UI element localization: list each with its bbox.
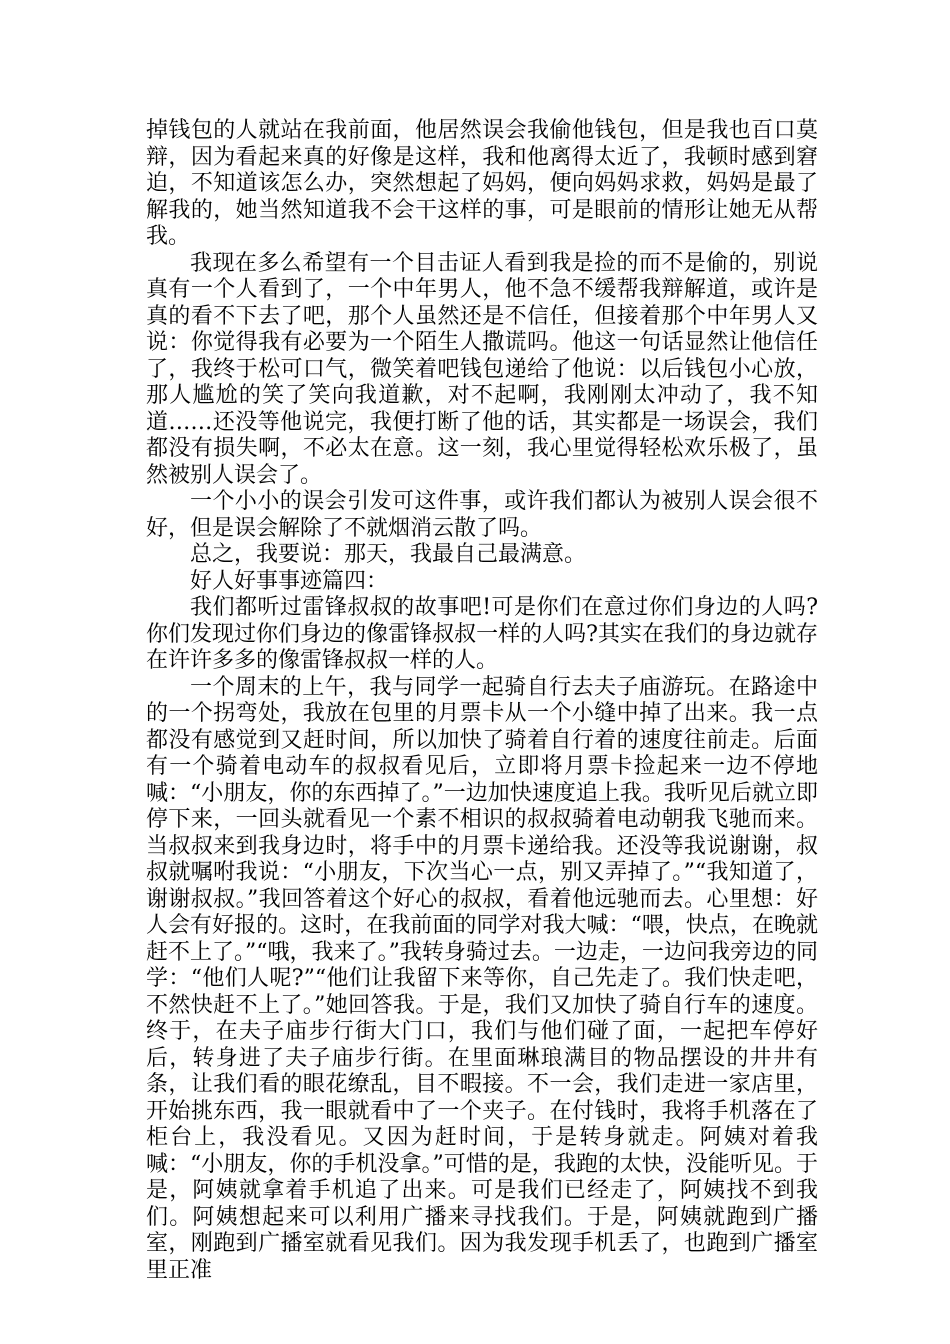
paragraph-6: 我们都听过雷锋叔叔的故事吧!可是你们在意过你们身边的人吗?你们发现过你们身边的像雷锋叔叔一样的人吗?其实在我们的身边就存在许许多多的像雷锋叔叔一样的人。 (146, 595, 818, 673)
paragraph-7: 一个周末的上午，我与同学一起骑自行去夫子庙游玩。在路途中的一个拐弯处，我放在包里的月票卡从一个小缝中掉了出来。我一点都没有感觉到又赶时间，所以加快了骑着自行着的速度往前走。后面有一个骑着电动车的叔叔看见后，立即将月票卡捡起来一边不停地喊：“小朋友，你的东西掉了。”一边加快速度追上我。我听见后就立即停下来，一回头就看见一个素不相识的叔叔骑着电动朝我飞驰而来。当叔叔来到我身边时，将手中的月票卡递给我。还没等我说谢谢，叔叔就嘱咐我说：“小朋友，下次当心一点，别又弄掉了。”“我知道了，谢谢叔叔。”我回答着这个好心的叔叔，看着他远驰而去。心里想：好人会有好报的。这时，在我前面的同学对我大喊：“喂，快点，在晚就赶不上了。”“哦，我来了。”我转身骑过去。一边走，一边问我旁边的同学：“他们人呢?”“他们让我留下来等你，自己先走了。我们快走吧，不然快赶不上了。”她回答我。于是，我们又加快了骑自行车的速度。终于，在夫子庙步行街大门口，我们与他们碰了面，一起把车停好后，转身进了夫子庙步行街。在里面琳琅满目的物品摆设的井井有条，让我们看的眼花缭乱，目不暇接。不一会，我们走进一家店里，开始挑东西，我一眼就看中了一个夹子。在付钱时，我将手机落在了柜台上，我没看见。又因为赶时间，于是转身就走。阿姨对着我喊：“小朋友，你的手机没拿。”可惜的是，我跑的太快，没能听见。于是，阿姨就拿着手机追了出来。可是我们已经走了，阿姨找不到我们。阿姨想起来可以利用广播来寻找我们。于是，阿姨就跑到广播室，刚跑到广播室就看见我们。因为我发现手机丢了，也跑到广播室里正准 (146, 674, 818, 1283)
section-heading: 好人好事事迹篇四： (190, 568, 389, 594)
document-page (146, 118, 818, 1284)
paragraph-1: 掉钱包的人就站在我前面，他居然误会我偷他钱包，但是我也百口莫辩，因为看起来真的好像是这样，我和他离得太近了，我顿时感到窘迫，不知道该怎么办，突然想起了妈妈，便向妈妈求救，妈妈是最了解我的，她当然知道我不会干这样的事，可是眼前的情形让她无从帮我。 (146, 118, 818, 249)
paragraph-2: 我现在多么希望有一个目击证人看到我是捡的而不是偷的，别说真有一个人看到了，一个中年男人，他不急不缓帮我辩解道，或许是真的看不下去了吧，那个人虽然还是不信任，但接着那个中年男人又说：你觉得我有必要为一个陌生人撒谎吗。他这一句话显然让他信任了，我终于松可口气，微笑着吧钱包递给了他说：以后钱包小心放，那人尴尬的笑了笑向我道歉，对不起啊，我刚刚太冲动了，我不知道……还没等他说完，我便打断了他的话，其实都是一场误会，我们都没有损失啊，不必太在意。这一刻，我心里觉得轻松欢乐极了，虽然被别人误会了。 (146, 250, 818, 488)
paragraph-3: 一个小小的误会引发可这件事，或许我们都认为被别人误会很不好，但是误会解除了不就烟消云散了吗。 (146, 489, 818, 541)
paragraph-4: 总之，我要说：那天，我最自己最满意。 (190, 542, 587, 567)
